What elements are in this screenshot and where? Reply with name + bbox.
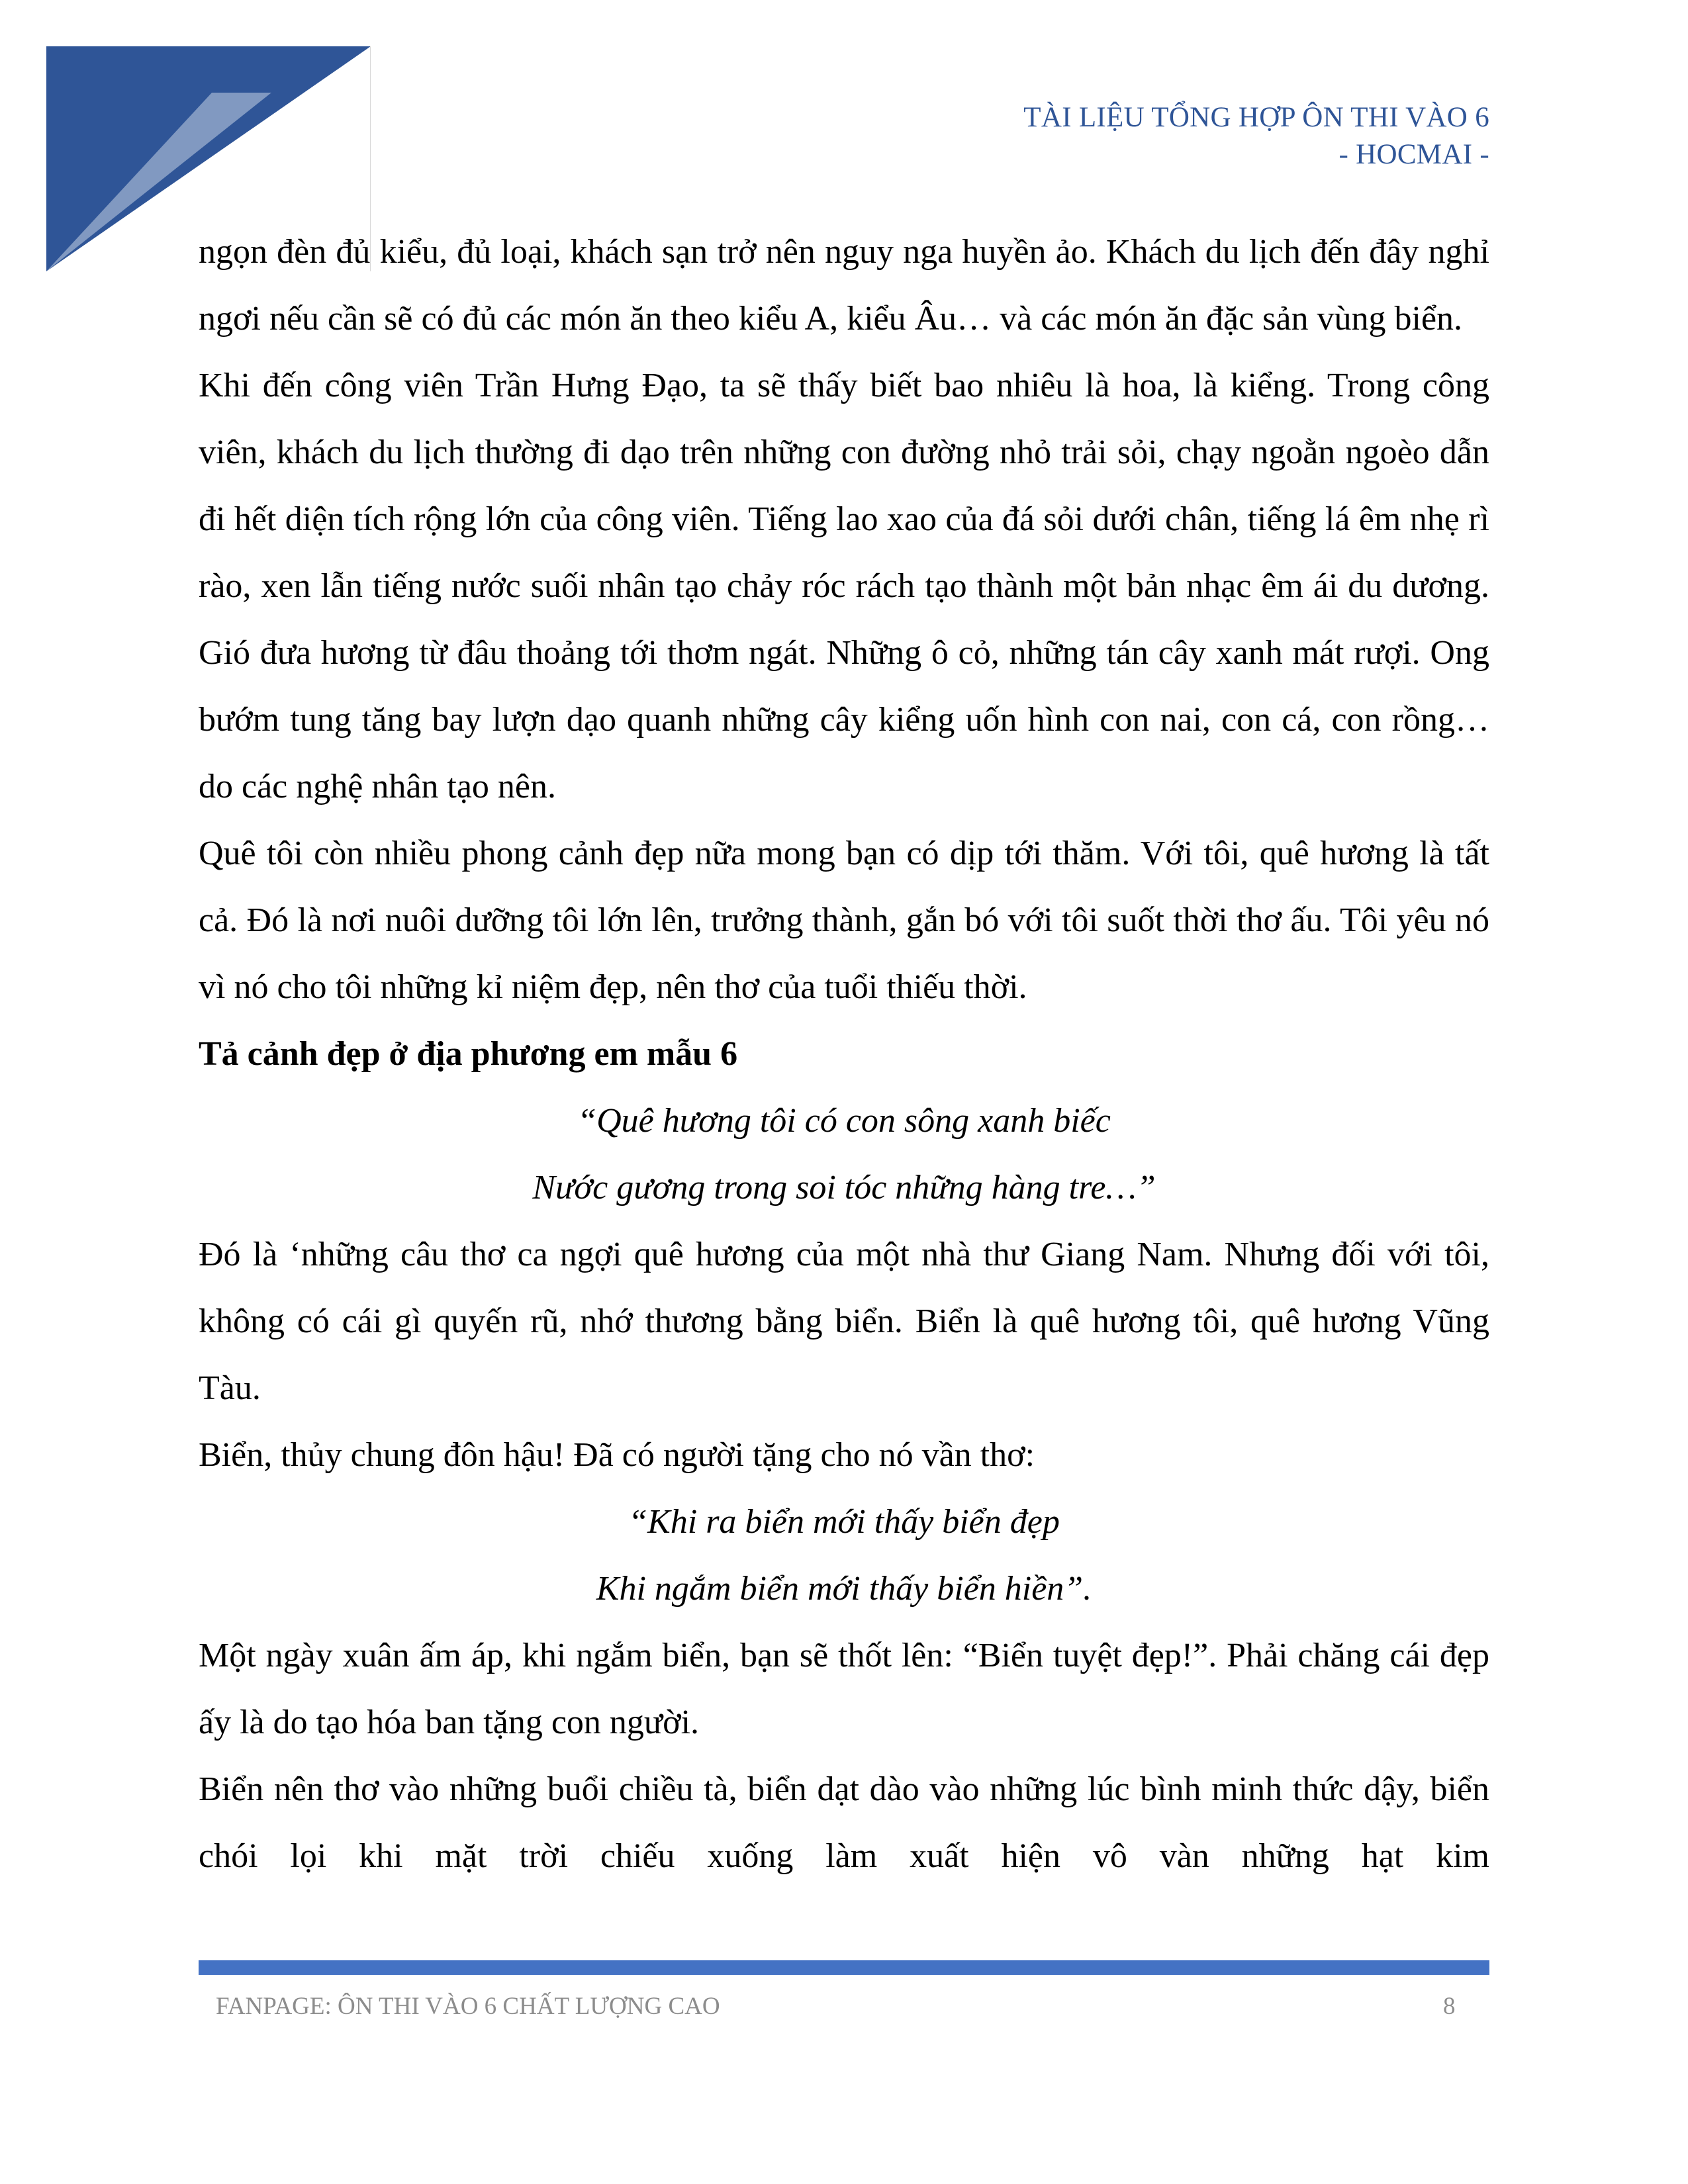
paragraph-hotel: ngọn đèn đủ kiểu, đủ loại, khách sạn trở nên nguy nga huyền ảo. Khách du lịch đến đây nghỉ ngơi nếu cần sẽ có đủ các món ăn theo kiểu A, kiểu Âu… và các món ăn đặc sản vùng biển. <box>199 233 1489 338</box>
page-header <box>1023 99 1489 173</box>
footer-fanpage: FANPAGE: ÔN THI VÀO 6 CHẤT LƯỢNG CAO <box>216 1993 720 2020</box>
poem-line: “Quê hương tôi có con sông xanh biếc <box>577 1102 1111 1140</box>
poem-line: “Khi ra biển mới thấy biển đẹp <box>628 1503 1060 1541</box>
poem-line: Khi ngắm biển mới thấy biển hiền”. <box>596 1570 1092 1608</box>
paragraph-sea-poem-intro: Biển, thủy chung đôn hậu! Đã có người tặng cho nó vần thơ: <box>199 1436 1035 1474</box>
header-subtitle: - HOCMAI - <box>1338 139 1489 170</box>
paragraph-hometown: Quê tôi còn nhiều phong cảnh đẹp nữa mong bạn có dịp tới thăm. Với tôi, quê hương là tất cả. Đó là nơi nuôi dưỡng tôi lớn lên, trưởng thành, gắn bó với tôi suốt thời thơ ấu. Tôi yêu nó vì nó cho tôi những kỉ niệm đẹp, nên thơ của tuổi thiếu thời. <box>199 835 1489 1006</box>
document-body <box>199 218 1489 1889</box>
poem-quote-2 <box>199 1488 1489 1622</box>
paragraph-park: Khi đến công viên Trần Hưng Đạo, ta sẽ thấy biết bao nhiêu là hoa, là kiểng. Trong công viên, khách du lịch thường đi dạo trên những con đường nhỏ trải sỏi, chạy ngoằn ngoèo dẫn đi hết diện tích rộng lớn của công viên. Tiếng lao xao của đá sỏi dưới chân, tiếng lá êm nhẹ rì rào, xen lẫn tiếng nước suối nhân tạo chảy róc rách tạo thành một bản nhạc êm ái du dương. Gió đưa hương từ đâu thoảng tới thơm ngát. Những ô cỏ, những tán cây xanh mát rượi. Ong bướm tung tăng bay lượn dạo quanh những cây kiểng uốn hình con nai, con cá, con rồng… do các nghệ nhân tạo nên. <box>199 367 1489 805</box>
section-heading: Tả cảnh đẹp ở địa phương em mẫu 6 <box>199 1035 738 1073</box>
paragraph-sea-moments: Biển nên thơ vào những buổi chiều tà, biển dạt dào vào những lúc bình minh thức dậy, biển chói lọi khi mặt trời chiếu xuống làm xuất hiện vô vàn những hạt kim <box>199 1770 1489 1875</box>
poem-line: Nước gương trong soi tóc những hàng tre…” <box>532 1169 1156 1206</box>
paragraph-intro-sea: Đó là ‘những câu thơ ca ngợi quê hương của một nhà thư Giang Nam. Nhưng đối với tôi, không có cái gì quyến rũ, nhớ thương bằng biển. Biển là quê hương tôi, quê hương Vũng Tàu. <box>199 1236 1489 1407</box>
footer-divider <box>199 1960 1489 1975</box>
paragraph-spring-sea: Một ngày xuân ấm áp, khi ngắm biển, bạn sẽ thốt lên: “Biển tuyệt đẹp!”. Phải chăng cái đẹp ấy là do tạo hóa ban tặng con người. <box>199 1637 1489 1741</box>
header-title: TÀI LIỆU TỔNG HỢP ÔN THI VÀO 6 <box>1023 102 1489 133</box>
poem-quote-1 <box>199 1087 1489 1221</box>
page-number: 8 <box>1443 1993 1456 2020</box>
